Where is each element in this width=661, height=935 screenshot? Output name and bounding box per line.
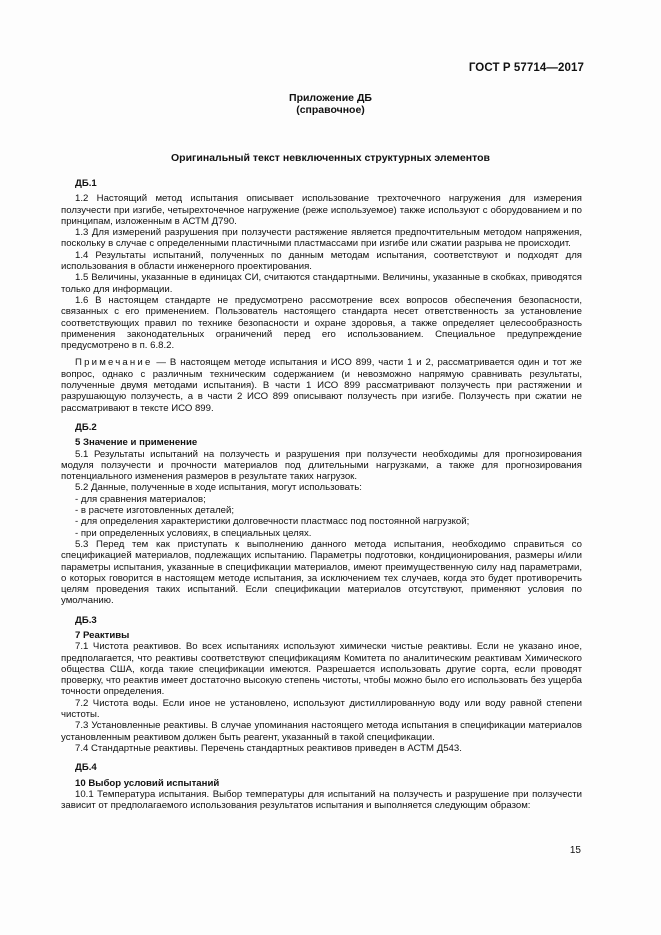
- paragraph-10-1: 10.1 Температура испытания. Выбор температуры для испытаний на ползучесть и разрушение при ползучести зависит от предполагаемого использования результатов испытания и выполняется следующим образом:: [61, 788, 582, 812]
- section-heading-7: 7 Реактивы: [75, 629, 130, 641]
- paragraph-1-2: 1.2 Настоящий метод испытания описывает использование трехточечного нагружения для измерения ползучести при изгибе, четырехточечное нагружение (реже используемое) также используют с оборудованием и по принципам, изложенным в АСТМ Д790.: [61, 193, 582, 227]
- paragraph-1-3: 1.3 Для измерений разрушения при ползучести растяжение является предпочтительным методом напряжения, поскольку в случае с определенными пластичными пластмассами при изгибе или сжатии разрыва не происходит.: [61, 227, 582, 250]
- paragraph-7-4: 7.4 Стандартные реактивы. Перечень стандартных реактивов приведен в АСТМ Д543.: [75, 742, 462, 754]
- note-text: — В настоящем методе испытания и ИСО 899, части 1 и 2, рассматривается один и тот же вопрос, однако с различным техническим содержанием (и невозможно напрямую сравнивать результаты, полученные двумя методами испытания). В части 1 ИСО 899 рассматривают ползучесть при растяжении и разрушающую ползучесть, а в части 2 ИСО 899 описывают ползучесть при изгибе. Ползучесть при сжатии не рассматривают в тексте ИСО 899.: [61, 357, 582, 414]
- paragraph-7-3: 7.3 Установленные реактивы. В случае упоминания настоящего метода испытания в спецификации материалов установленным реактивом должен быть реагент, указанный в такой спецификации.: [61, 720, 582, 743]
- note: [61, 357, 582, 413]
- paragraph-5-1: 5.1 Результаты испытаний на ползучесть и разрушения при ползучести необходимы для прогнозирования модуля ползучести и прочности материалов под длительными нагрузками, а также для прогнозирования потенциального изменения размеров в результате таких нагрузок.: [61, 448, 582, 483]
- paragraph-7-2: 7.2 Чистота воды. Если иное не установлено, используют дистиллированную воду или воду равной степени чистоты.: [61, 697, 582, 721]
- section-label-db4: ДБ.4: [75, 762, 97, 774]
- appendix-title: Приложение ДБ: [289, 92, 372, 104]
- section-label-db1: ДБ.1: [75, 178, 97, 189]
- appendix-heading: [0, 92, 661, 116]
- list-item: - в расчете изготовленных деталей;: [75, 505, 235, 517]
- paragraph-7-1: 7.1 Чистота реактивов. Во всех испытаниях используют химически чистые реактивы. Если не указано иное, предполагается, что реактивы соответствуют спецификациям Комитета по аналитическим реактивам Химического общества США, когда такие спецификации имеются. Разрешается использовать другие сорта, если проводят проверку, что реактив имеет достаточно высокую степень чистоты, чтобы можно было его использовать без ущерба точности определения.: [61, 641, 582, 698]
- paragraph-5-3: 5.3 Перед тем как приступать к выполнению данного метода испытания, необходимо справиться со спецификацией материалов, подлежащих испытанию. Параметры подготовки, кондиционирования, размеры и/или параметры испытания, указанные в спецификации материалов, имеют преимущественную силу над параметрами, о которых говорится в настоящем методе испытания, за исключением тех случаев, когда это будет противоречить целям проведения таких испытаний. Если спецификации материалов отсутствуют, применяют условия по умолчанию.: [61, 538, 582, 607]
- paragraph-1-5: 1.5 Величины, указанные в единицах СИ, считаются стандартными. Величины, указанные в скобках, приводятся только для информации.: [61, 272, 582, 295]
- paragraph-5-2: 5.2 Данные, полученные в ходе испытания, могут использовать:: [75, 482, 362, 494]
- paragraph-1-6: 1.6 В настоящем стандарте не предусмотрено рассмотрение всех вопросов обеспечения безопасности, связанных с его применением. Пользователь настоящего стандарта несет ответственность за установление соответствующих правил по технике безопасности и охране здоровья, а также определяет целесообразность применения законодательных ограничений перед его использованием. Специальное предупреждение предусмотрено в п. 6.8.2.: [61, 294, 582, 352]
- standard-code: ГОСТ Р 57714—2017: [468, 62, 584, 74]
- document-body: [61, 178, 582, 811]
- section-heading-10: 10 Выбор условий испытаний: [75, 777, 220, 789]
- section-heading-5: 5 Значение и применение: [75, 437, 198, 449]
- section-label-db3: ДБ.3: [75, 614, 97, 626]
- list-item: - при определенных условиях, в специальных целях.: [75, 527, 312, 539]
- section-label-db2: ДБ.2: [75, 421, 97, 433]
- list-item: - для определения характеристики долговечности пластмасс под постоянной нагрузкой;: [75, 516, 470, 528]
- appendix-subtitle: (справочное): [296, 104, 365, 116]
- note-label: Примечание: [75, 357, 153, 369]
- document-title: Оригинальный текст невключенных структурных элементов: [171, 152, 490, 164]
- paragraph-1-4: 1.4 Результаты испытаний, полученных по данным методам испытания, соответствуют и подходят для использования в области инженерного проектирования.: [61, 249, 582, 273]
- page-number: 15: [569, 845, 581, 856]
- list-item: - для сравнения материалов;: [75, 493, 206, 505]
